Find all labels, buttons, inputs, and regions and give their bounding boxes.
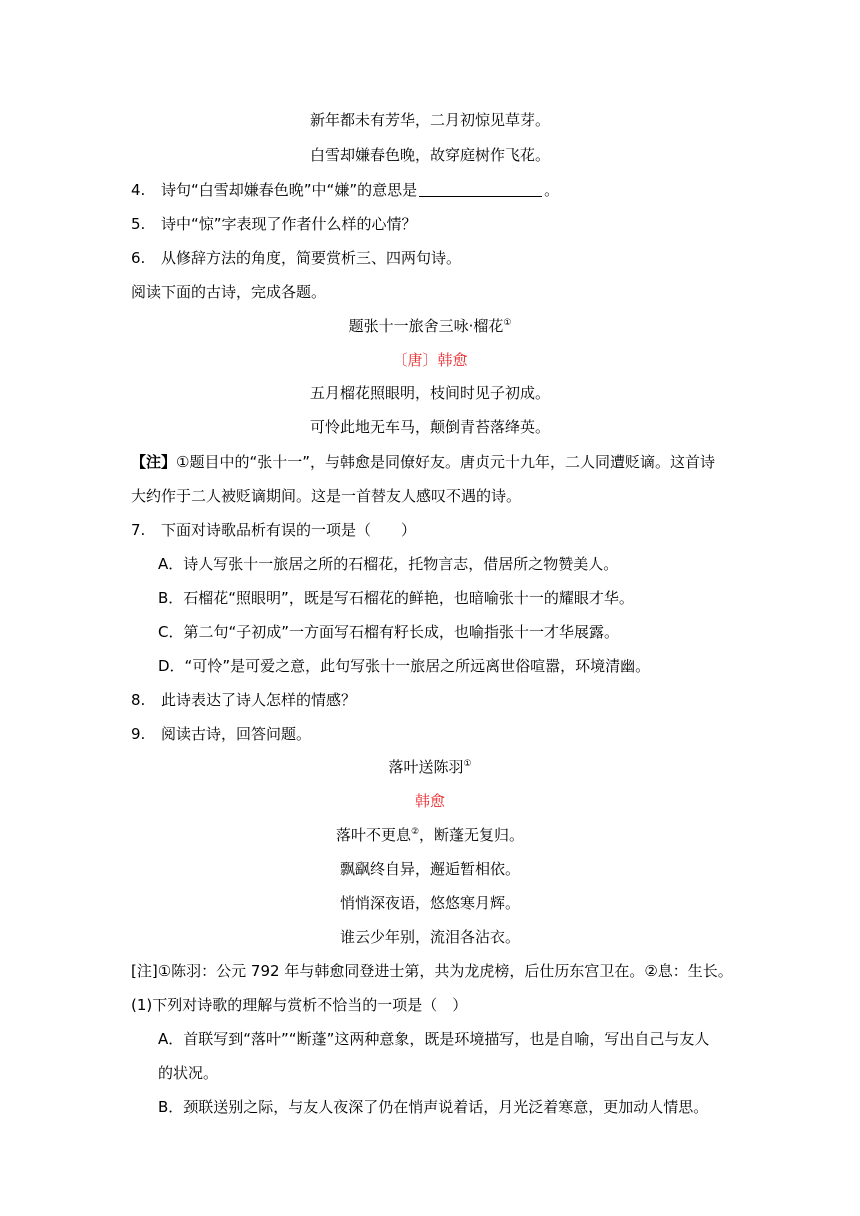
poem2-note-line1 (131, 452, 715, 472)
option-a-line2: 的状况。 (158, 1064, 219, 1082)
poem1-line2: 白雪却嫌春色晚，故穿庭树作飞花。 (309, 146, 550, 164)
footnote-marker: ② (410, 827, 420, 837)
instruction: 阅读下面的古诗，完成各题。 (131, 283, 327, 301)
question-text: 下面对诗歌品析有误的一项是（ ） (161, 521, 417, 539)
note-text: ①题目中的“张十一”，与韩愈是同僚好友。唐贞元十九年，二人同遭贬谪。这首诗 (176, 453, 716, 471)
poem3-title (0, 757, 860, 777)
option-b: B．颈联送别之际，与友人夜深了仍在悄声说着话，月光泛着寒意，更加动人情思。 (158, 1098, 709, 1116)
poem2-title-text: 题张十一旅舍三咏·榴花 (348, 317, 504, 335)
option-d: D．“可怜”是可爱之意，此句写张十一旅居之所远离世俗喧嚣，环境清幽。 (158, 657, 651, 675)
poem3-line3: 悄悄深夜语，悠悠寒月辉。 (339, 894, 520, 912)
poem2-line1: 五月榴花照眼明，枝间时见子初成。 (309, 384, 550, 402)
poem3-note: [注]①陈羽：公元 792 年与韩愈同登进士第，共为龙虎榜，后仕历东宫卫在。②息：生长。 (131, 962, 733, 980)
question-5 (131, 214, 417, 234)
note-tag: 【注】 (131, 453, 177, 471)
question-7 (131, 520, 416, 540)
question-text: 诗中“惊”字表现了作者什么样的心情？ (161, 215, 417, 233)
poem2-author: 〔唐〕韩愈 (392, 351, 468, 369)
question-number: 9. (131, 725, 146, 743)
question-text-end: 。 (544, 181, 560, 199)
poem3-line2: 飘飖终自异，邂逅暂相依。 (339, 860, 520, 878)
question-9-1: (1)下列对诗歌的理解与赏析不恰当的一项是（ ） (131, 996, 468, 1014)
question-4 (131, 180, 559, 200)
poem1-line1: 新年都未有芳华，二月初惊见草芽。 (309, 111, 550, 129)
option-b: B．石榴花“照眼明”，既是写石榴花的鲜艳，也暗喻张十一的耀眼才华。 (158, 589, 634, 607)
question-6 (131, 248, 461, 268)
option-a-line1: A．首联写到“落叶”“断蓬”这两种意象，既是环境描写，也是自喻，写出自己与友人 (158, 1030, 710, 1048)
poem3-author: 韩愈 (414, 792, 445, 810)
poem2-note-line2: 大约作于二人被贬谪期间。这是一首替友人感叹不遇的诗。 (131, 487, 522, 505)
poem3-line1-b: ，断蓬无复归。 (419, 826, 525, 844)
poem3-line1 (0, 825, 860, 845)
question-text: 此诗表达了诗人怎样的情感？ (161, 691, 357, 709)
question-text: 从修辞方法的角度，简要赏析三、四两句诗。 (161, 249, 462, 267)
question-number: 4. (131, 181, 146, 199)
question-number: 8. (131, 691, 146, 709)
footnote-marker: ① (503, 318, 512, 328)
footnote-marker: ① (463, 759, 472, 769)
question-number: 5. (131, 215, 146, 233)
option-c: C．第二句“子初成”一方面写石榴有籽长成，也喻指张十一才华展露。 (158, 623, 620, 641)
question-number: 6. (131, 249, 146, 267)
poem3-title-text: 落叶送陈羽 (388, 758, 464, 776)
question-text: 诗句“白雪却嫌春色晚”中“嫌”的意思是 (161, 181, 418, 199)
poem3-line4: 谁云少年别，流泪各沾衣。 (339, 928, 520, 946)
question-number: 7. (131, 521, 146, 539)
question-text: 阅读古诗，回答问题。 (161, 725, 312, 743)
poem2-title (0, 316, 860, 336)
poem3-line1-a: 落叶不更息 (335, 826, 411, 844)
question-9 (131, 724, 311, 744)
option-a: A．诗人写张十一旅居之所的石榴花，托物言志，借居所之物赞美人。 (158, 555, 619, 573)
answer-blank[interactable] (419, 182, 542, 197)
question-8 (131, 690, 356, 710)
poem2-line2: 可怜此地无车马，颠倒青苔落绛英。 (309, 418, 550, 436)
